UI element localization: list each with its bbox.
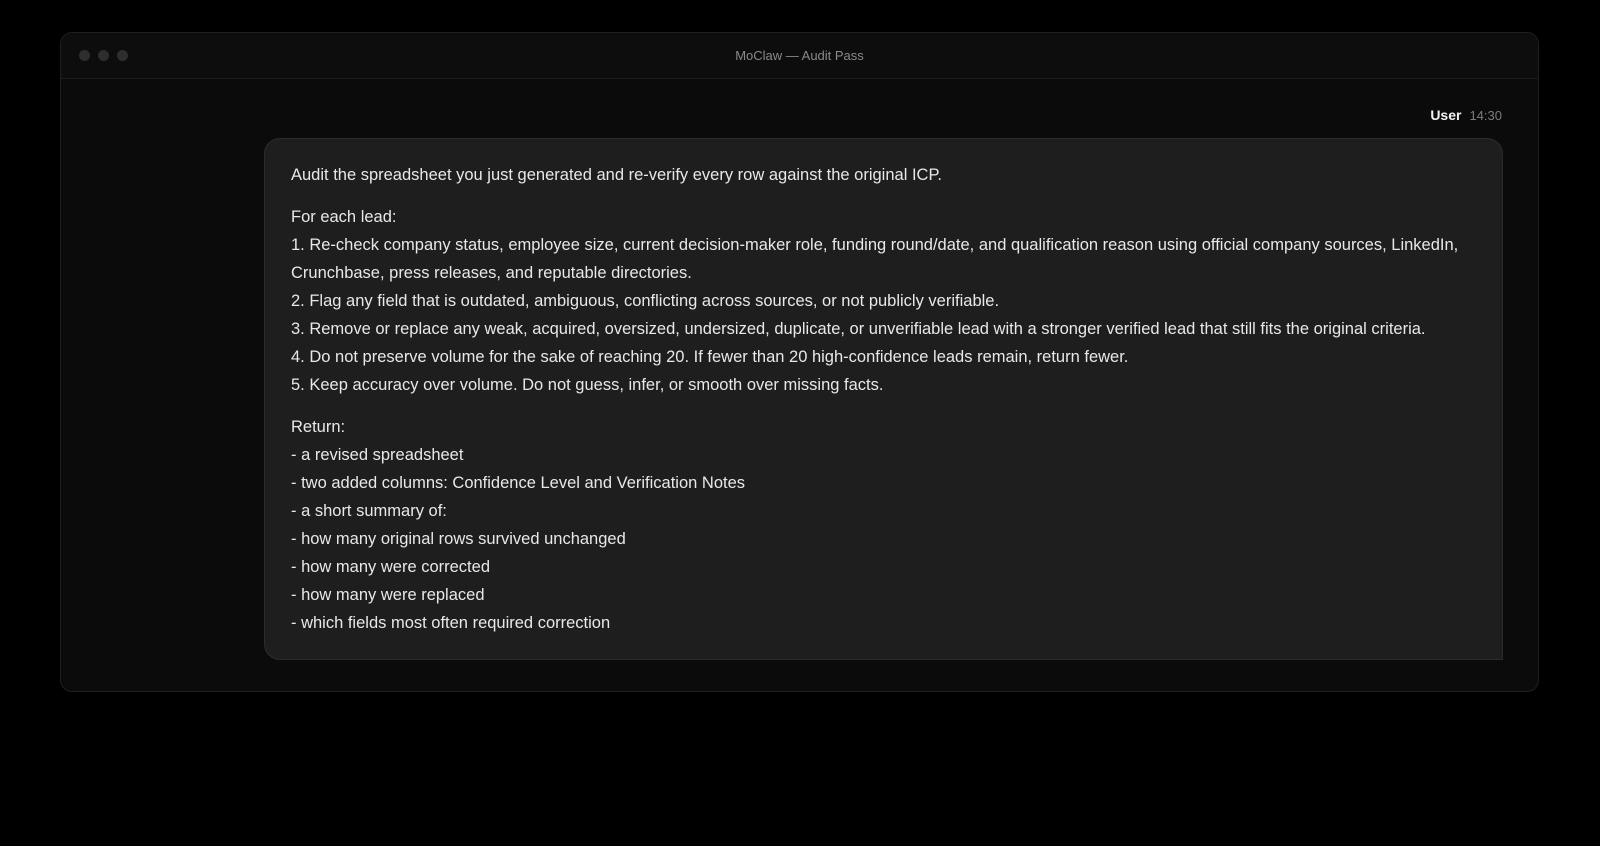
- return-section: [291, 413, 1476, 637]
- return-item: - how many original rows survived unchanged: [291, 530, 626, 548]
- return-item: - which fields most often required correction: [291, 614, 611, 632]
- title-bar: [61, 33, 1538, 79]
- return-heading: Return:: [291, 418, 346, 436]
- step-item: 2. Flag any field that is outdated, ambiguous, conflicting across sources, or not publicly verifiable.: [291, 292, 1000, 310]
- step-item: 4. Do not preserve volume for the sake of reaching 20. If fewer than 20 high-confidence leads remain, return fewer.: [291, 348, 1129, 366]
- message-intro-paragraph: [291, 161, 1476, 189]
- return-item: - a revised spreadsheet: [291, 446, 464, 464]
- window-title: MoClaw — Audit Pass: [735, 48, 864, 63]
- return-item: - how many were corrected: [291, 558, 490, 576]
- user-message-bubble: [264, 138, 1503, 660]
- app-window: [60, 32, 1539, 692]
- return-item: - a short summary of:: [291, 502, 447, 520]
- return-item: - two added columns: Confidence Level and Verification Notes: [291, 474, 746, 492]
- step-item: 3. Remove or replace any weak, acquired, oversized, undersized, duplicate, or unverifiable lead with a stronger verified lead that still fits the original criteria.: [291, 320, 1426, 338]
- step-item: 1. Re-check company status, employee size, current decision-maker role, funding round/date, and qualification reason using official company sources, LinkedIn, Crunchbase, press releases, and reputable directories.: [291, 236, 1459, 282]
- step-item: 5. Keep accuracy over volume. Do not guess, infer, or smooth over missing facts.: [291, 376, 884, 394]
- message-header: [1430, 107, 1502, 123]
- steps-section: [291, 203, 1476, 399]
- message-timestamp: 14:30: [1469, 108, 1502, 123]
- message-author: User: [1430, 107, 1462, 123]
- steps-heading: For each lead:: [291, 208, 397, 226]
- message-intro: Audit the spreadsheet you just generated and re-verify every row against the original ICP.: [291, 166, 942, 184]
- return-item: - how many were replaced: [291, 586, 485, 604]
